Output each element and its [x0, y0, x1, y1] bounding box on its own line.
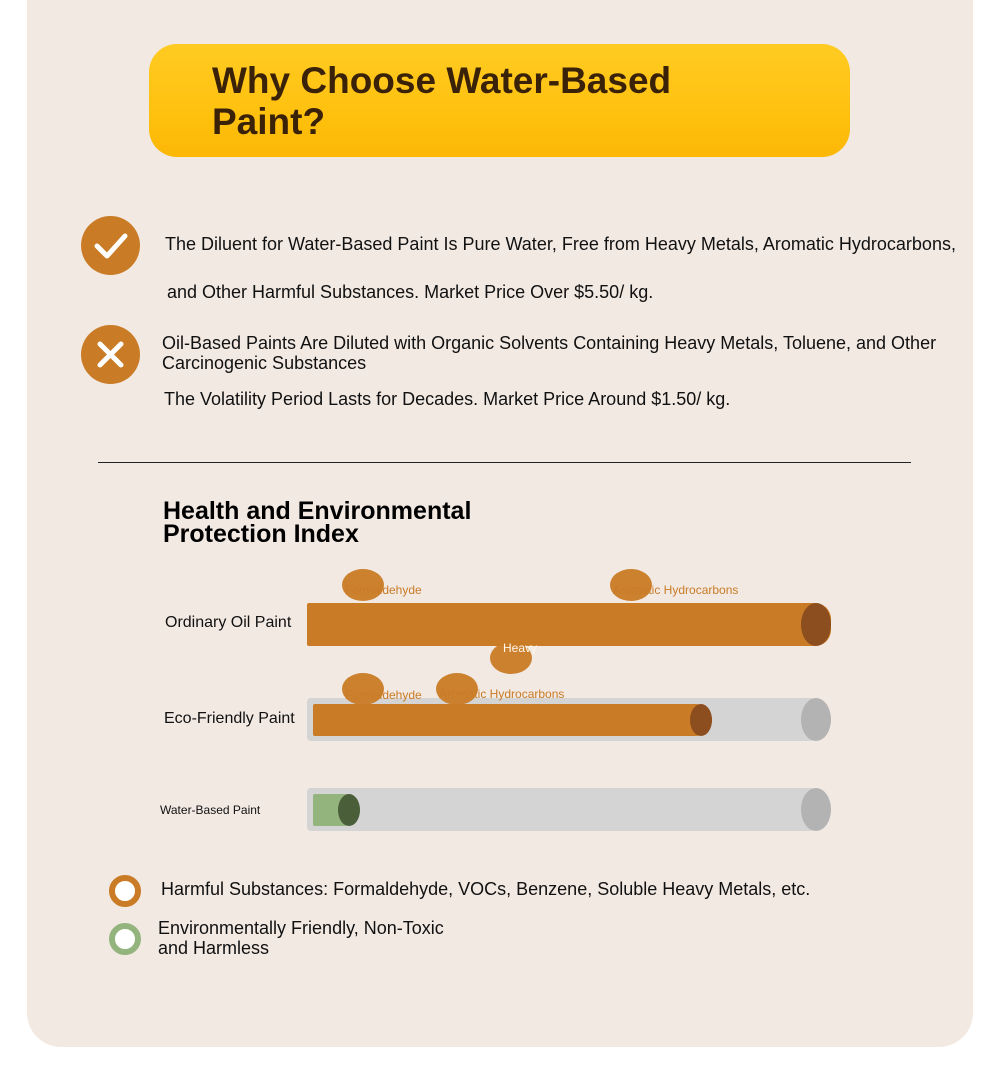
marker-label: Heavy: [503, 641, 538, 655]
marker-label: Formaldehyde: [345, 583, 422, 597]
index-track-oil-paint: [307, 603, 831, 646]
row-label-oil-paint: Ordinary Oil Paint: [165, 614, 292, 631]
oil-based-claim-line-1: Oil-Based Paints Are Diluted with Organic Solvents Containing Heavy Metals, Toluene, and Other Carcinogenic Substances: [162, 333, 937, 373]
page-title: Why Choose Water-Based Paint?: [212, 60, 672, 142]
cross-icon: [81, 325, 140, 384]
section-divider: [98, 462, 911, 463]
check-icon: [81, 216, 140, 275]
index-title: Health and Environmental Protection Index: [163, 497, 472, 548]
legend-harmful-icon: [109, 875, 141, 907]
oil-based-claim-line-2: The Volatility Period Lasts for Decades. Market Price Around $1.50/ kg.: [164, 389, 731, 409]
index-bar-water-paint: [313, 794, 360, 826]
marker-label: Aromatic Hydrocarbons: [613, 583, 739, 597]
index-bar-oil-paint: [307, 603, 831, 646]
water-based-claim-line-1: The Diluent for Water-Based Paint Is Pure Water, Free from Heavy Metals, Aromatic Hydrocarbons,: [165, 234, 956, 254]
marker-label: Aromatic Hydrocarbons: [439, 687, 565, 701]
legend-friendly-text: Environmentally Friendly, Non-Toxic and Harmless: [158, 918, 444, 958]
row-label-eco-paint: Eco-Friendly Paint: [164, 710, 295, 727]
row-label-water-paint: Water-Based Paint: [160, 803, 261, 817]
marker-label: Formaldehyde: [345, 688, 422, 702]
legend-harmful-text: Harmful Substances: Formaldehyde, VOCs, Benzene, Soluble Heavy Metals, etc.: [161, 879, 811, 899]
index-bar-eco-paint: [313, 704, 712, 736]
water-based-claim-line-2: and Other Harmful Substances. Market Price Over $5.50/ kg.: [167, 282, 654, 302]
index-track-water-paint: [307, 788, 831, 831]
legend-friendly-icon: [109, 923, 141, 955]
index-track-eco-paint: [307, 698, 831, 741]
